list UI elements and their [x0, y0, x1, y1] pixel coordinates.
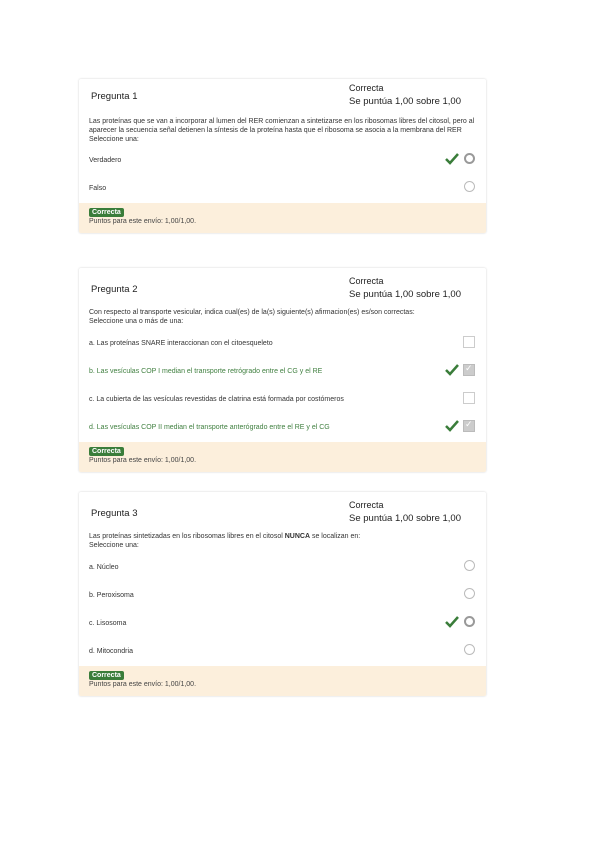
option-label: b. Las vesículas COP I median el transporte retrógrado entre el CG y el RE	[89, 368, 323, 375]
question-status	[349, 499, 461, 525]
feedback-badge: Correcta	[89, 671, 124, 680]
option-label: Falso	[89, 185, 107, 192]
radio-button[interactable]	[464, 644, 475, 655]
correct-check-icon	[445, 419, 459, 433]
answer-option-a[interactable]	[79, 554, 486, 582]
question-prompt: Seleccione una:	[89, 542, 139, 549]
option-label: a. Las proteínas SNARE interaccionan con el citoesqueleto	[89, 340, 273, 347]
option-label: b. Peroxisoma	[89, 592, 134, 599]
radio-button[interactable]	[464, 181, 475, 192]
question-card-1	[79, 79, 486, 233]
correct-check-icon	[445, 363, 459, 377]
question-title: Pregunta 2	[91, 284, 138, 295]
answer-option-b[interactable]	[79, 582, 486, 610]
question-title: Pregunta 3	[91, 508, 138, 519]
question-header	[79, 79, 486, 117]
feedback-text: Puntos para este envío: 1,00/1,00.	[89, 457, 197, 464]
correct-check-icon	[445, 152, 459, 166]
grade-label: Se puntúa 1,00 sobre 1,00	[349, 96, 461, 107]
checkbox[interactable]	[463, 336, 475, 348]
status-label: Correcta	[349, 83, 384, 93]
option-label: c. La cubierta de las vesículas revestidas de clatrina está formada por costómeros	[89, 396, 344, 403]
correct-check-icon	[445, 615, 459, 629]
feedback-box	[79, 203, 486, 233]
question-text: Con respecto al transporte vesicular, indica cual(es) de la(s) siguiente(s) afirmacion(es) es/son correctas:	[89, 309, 415, 316]
grade-label: Se puntúa 1,00 sobre 1,00	[349, 289, 461, 300]
question-header	[79, 268, 486, 306]
radio-button[interactable]	[464, 616, 475, 627]
feedback-badge: Correcta	[89, 208, 124, 217]
radio-button[interactable]	[464, 588, 475, 599]
checkbox[interactable]	[463, 392, 475, 404]
question-text-emphasis: NUNCA	[284, 533, 310, 540]
question-status	[349, 275, 461, 301]
question-text-end: se localizan en:	[310, 533, 361, 540]
checkbox[interactable]	[463, 420, 475, 432]
answer-option-true[interactable]	[79, 147, 486, 175]
option-label: d. Las vesículas COP II median el transporte anterógrado entre el RE y el CG	[89, 424, 330, 431]
option-label: c. Lisosoma	[89, 620, 127, 627]
answer-option-b[interactable]	[79, 358, 486, 386]
answer-option-c[interactable]	[79, 386, 486, 414]
checkbox[interactable]	[463, 364, 475, 376]
answer-option-d[interactable]	[79, 414, 486, 442]
question-text-start: Las proteínas sintetizadas en los ribosomas libres en el citosol	[89, 533, 285, 540]
feedback-box	[79, 442, 486, 472]
question-prompt: Seleccione una o más de una:	[89, 318, 184, 325]
answer-option-false[interactable]	[79, 175, 486, 203]
question-title: Pregunta 1	[91, 91, 138, 102]
question-prompt: Seleccione una:	[89, 136, 139, 143]
question-text: Las proteínas que se van a incorporar al lumen del RER comienzan a sintetizarse en los ribosomas libres del citosol, pero al aparecer la secuencia señal detienen la síntesis de la proteína hasta que el ribosoma se asocia a la membrana del RER	[89, 118, 475, 134]
question-card-2	[79, 268, 486, 472]
answer-option-c[interactable]	[79, 610, 486, 638]
option-label: Verdadero	[89, 157, 122, 164]
status-label: Correcta	[349, 276, 384, 286]
answer-option-d[interactable]	[79, 638, 486, 666]
radio-button[interactable]	[464, 560, 475, 571]
option-label: a. Núcleo	[89, 564, 119, 571]
feedback-text: Puntos para este envío: 1,00/1,00.	[89, 218, 197, 225]
option-label: d. Mitocondria	[89, 648, 133, 655]
answer-option-a[interactable]	[79, 330, 486, 358]
question-status	[349, 82, 461, 108]
grade-label: Se puntúa 1,00 sobre 1,00	[349, 513, 461, 524]
question-header	[79, 492, 486, 530]
radio-button[interactable]	[464, 153, 475, 164]
question-card-3	[79, 492, 486, 696]
question-text	[89, 532, 476, 541]
feedback-badge: Correcta	[89, 447, 124, 456]
feedback-box	[79, 666, 486, 696]
status-label: Correcta	[349, 500, 384, 510]
feedback-text: Puntos para este envío: 1,00/1,00.	[89, 681, 197, 688]
